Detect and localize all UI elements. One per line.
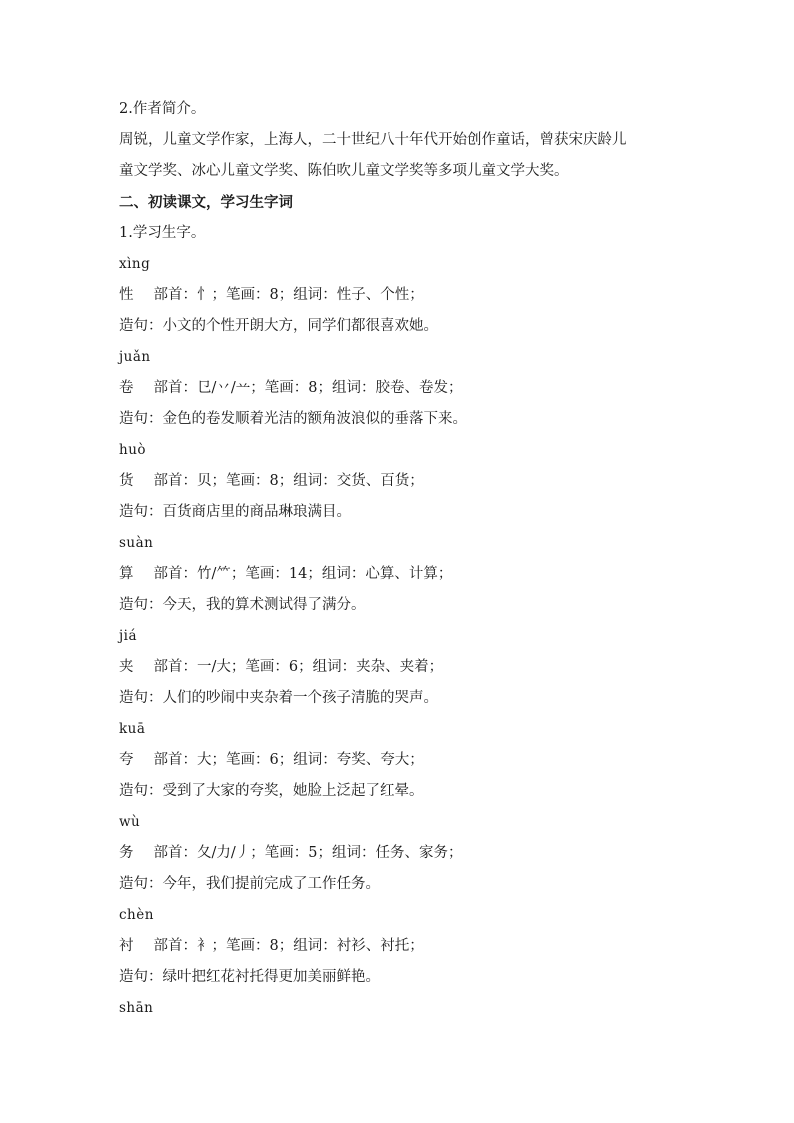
character-pinyin: xìng xyxy=(119,256,151,272)
character-glyph: 货 xyxy=(119,473,134,489)
character-example-sentence: 造句：绿叶把红花衬托得更加美丽鲜艳。 xyxy=(119,969,380,985)
character-pinyin: kuā xyxy=(119,721,146,737)
character-example-sentence: 造句：金色的卷发顺着光洁的额角波浪似的垂落下来。 xyxy=(119,411,467,427)
author-intro-paragraph-line-1: 周锐，儿童文学作家，上海人，二十世纪八十年代开始创作童话，曾获宋庆龄儿 xyxy=(119,132,627,148)
author-intro-paragraph-line-2: 童文学奖、冰心儿童文学奖、陈伯吹儿童文学奖等多项儿童文学大奖。 xyxy=(119,163,569,179)
document-page xyxy=(119,94,689,1024)
character-info: 部首：夂/力/丿；笔画：5；组词：任务、家务； xyxy=(153,845,463,861)
character-example-sentence: 造句：人们的吵闹中夹杂着一个孩子清脆的哭声。 xyxy=(119,690,438,706)
character-info: 部首：一/大；笔画：6；组词：夹杂、夹着； xyxy=(153,659,444,675)
character-info-line xyxy=(119,838,689,869)
character-glyph: 卷 xyxy=(119,380,134,396)
trailing-pinyin: shān xyxy=(119,1000,154,1016)
character-info-line xyxy=(119,280,689,311)
character-info: 部首：贝；笔画：8；组词：交货、百货； xyxy=(153,473,424,489)
character-example-sentence: 造句：受到了大家的夸奖，她脸上泛起了红晕。 xyxy=(119,783,424,799)
character-info: 部首：㔾/丷/䒑；笔画：8；组词：胶卷、卷发； xyxy=(153,380,463,396)
character-info: 部首：竹/⺮；笔画：14；组词：心算、计算； xyxy=(153,566,453,582)
character-info: 部首：大；笔画：6；组词：夸奖、夸大； xyxy=(153,752,424,768)
character-example-sentence: 造句：今天，我的算术测试得了满分。 xyxy=(119,597,366,613)
character-glyph: 夸 xyxy=(119,752,134,768)
character-pinyin: juǎn xyxy=(119,349,151,365)
character-glyph: 性 xyxy=(119,287,134,303)
character-example-sentence: 造句：百货商店里的商品琳琅满目。 xyxy=(119,504,351,520)
character-info-line xyxy=(119,745,689,776)
section-subtitle-author: 2.作者简介。 xyxy=(119,101,206,117)
character-pinyin: suàn xyxy=(119,535,154,551)
section-heading-reading: 二、初读课文，学习生字词 xyxy=(119,194,293,211)
character-info-line xyxy=(119,373,689,404)
character-glyph: 算 xyxy=(119,566,134,582)
section-subtitle-characters: 1.学习生字。 xyxy=(119,225,206,241)
character-info-line xyxy=(119,559,689,590)
character-pinyin: wù xyxy=(119,814,141,830)
character-glyph: 夹 xyxy=(119,659,134,675)
character-example-sentence: 造句：小文的个性开朗大方，同学们都很喜欢她。 xyxy=(119,318,438,334)
character-glyph: 务 xyxy=(119,845,134,861)
character-pinyin: chèn xyxy=(119,907,154,923)
character-info-line xyxy=(119,931,689,962)
character-example-sentence: 造句：今年，我们提前完成了工作任务。 xyxy=(119,876,380,892)
character-pinyin: huò xyxy=(119,442,147,458)
character-pinyin: jiá xyxy=(119,628,138,644)
character-info-line xyxy=(119,652,689,683)
character-info: 部首：衤；笔画：8；组词：衬衫、衬托； xyxy=(153,938,424,954)
character-glyph: 衬 xyxy=(119,938,134,954)
character-info-line xyxy=(119,466,689,497)
character-info: 部首：忄；笔画：8；组词：性子、个性； xyxy=(153,287,424,303)
